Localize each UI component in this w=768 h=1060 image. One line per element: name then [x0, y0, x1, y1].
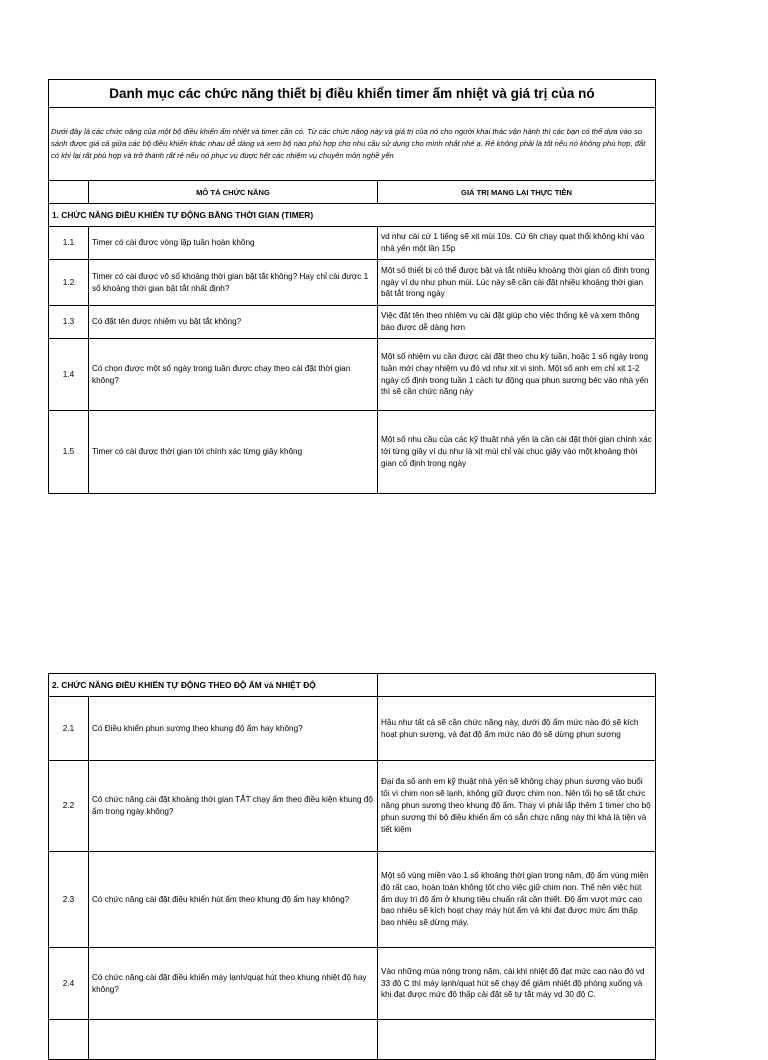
- row-number: 2.1: [49, 697, 89, 761]
- row-description: Có đặt tên được nhiệm vụ bật tắt không?: [89, 306, 378, 339]
- row-value: Vào những mùa nóng trong năm, cài khi nhiệt độ đạt mức cao nào đó vd 33 độ C thì máy lạnh/quạt hút sẽ chạy để giảm nhiệt độ phòng xuống và khi đạt được mức độ thấp cài đặt sẽ tự tắt máy vd 30 độ C.: [378, 948, 656, 1020]
- row-number: 1.3: [49, 306, 89, 339]
- row-description: Timer có cài được thời gian tới chính xác từng giây không: [89, 411, 378, 494]
- row-value: Một số vùng miền vào 1 số khoảng thời gian trong năm, độ ẩm vùng miền đó rất cao, hoàn toàn không tốt cho việc giữ chim non. Thế nên việc hút ẩm duy trì độ ẩm ở khung tiêu chuẩn rất cần thiết. Độ ẩm vượt mức cao bao nhiêu sẽ kích hoạt chạy máy hút ẩm và khi đạt được mức ẩm thấp bao nhiêu sẽ dừng máy.: [378, 852, 656, 948]
- row-value: Một số thiết bị có thể được bật và tắt nhiều khoảng thời gian cố định trong ngày ví dụ như phun mùi. Lúc này sẽ cần cài đặt nhiều khoảng thời gian bật tắt trong ngày: [378, 260, 656, 306]
- header-blank-cell: [49, 181, 89, 204]
- column-header-description: MÔ TẢ CHỨC NĂNG: [89, 181, 378, 204]
- column-header-value: GIÁ TRỊ MANG LẠI THỰC TIỄN: [378, 181, 656, 204]
- row-value: Hầu như tất cả sẽ cần chức năng này, dưới độ ẩm mức nào đó sẽ kích hoạt phun sương, và đạt độ ẩm mức nào đó sẽ dừng phun sương: [378, 697, 656, 761]
- row-number: [49, 1020, 89, 1060]
- table-row: [49, 260, 656, 306]
- row-description: Timer có cài được vòng lặp tuần hoàn không: [89, 227, 378, 260]
- table-row: [49, 306, 656, 339]
- row-number: 2.3: [49, 852, 89, 948]
- table-row: [49, 227, 656, 260]
- row-number: 1.5: [49, 411, 89, 494]
- section-2-heading: 2. CHỨC NĂNG ĐIỀU KHIỂN TỰ ĐỘNG THEO ĐỘ ẨM và NHIỆT ĐỘ: [49, 674, 378, 697]
- function-table-part-2: [48, 673, 656, 1060]
- row-number: 2.2: [49, 761, 89, 852]
- table-row: [49, 948, 656, 1020]
- table-row: [49, 852, 656, 948]
- row-description: Có Điều khiển phun sương theo khung độ ẩm hay không?: [89, 697, 378, 761]
- row-description: Có chọn được một số ngày trong tuần được chạy theo cài đặt thời gian không?: [89, 339, 378, 411]
- row-value: vd như cài cứ 1 tiếng sẽ xịt mùi 10s. Cứ 6h chạy quạt thổi không khí vào nhà yến một lần 15p: [378, 227, 656, 260]
- table-row: [49, 1020, 656, 1060]
- row-description: [89, 1020, 378, 1060]
- row-number: 1.4: [49, 339, 89, 411]
- row-description: Có chức năng cài đặt khoảng thời gian TẮT chạy ẩm theo điều kiện khung độ ẩm trong ngày không?: [89, 761, 378, 852]
- section-2-blank-cell: [378, 674, 656, 697]
- table-row: [49, 761, 656, 852]
- row-value: Một số nhiệm vụ cần được cài đặt theo chu kỳ tuần, hoặc 1 số ngày trong tuần mới chạy nhiệm vụ đó vd như xịt vi sinh. Một số anh em chỉ xịt 1-2 ngày cố định trong tuần 1 cách tự động qua phun sương béc vào nhà yến thì sẽ cần chức năng này: [378, 339, 656, 411]
- table-row: [49, 697, 656, 761]
- row-number: 1.1: [49, 227, 89, 260]
- row-value: Một số nhu cầu của các kỹ thuật nhà yến là cần cài đặt thời gian chính xác tới từng giây ví dụ như là xịt mùi chỉ vài chục giây vào một khoảng thời gian cố định trong ngày: [378, 411, 656, 494]
- table-row: [49, 411, 656, 494]
- doc-intro: Dưới đây là các chức năng của một bộ điều khiển ẩm nhiệt và timer cần có. Từ các chức năng này và giá trị của nó cho người khai thác vận hành thì các bạn có thể dựa vào so sánh được giá cả giữa các bộ điều khiển khác nhau dễ dàng và xem bộ nào phù hợp cho nhu cầu sử dụng cho mình nhất nhé ạ. Rẻ không phải là tốt nếu nó không phù hợp, đắt có khi lại rất phù hợp và trở thành rất rẻ nếu nó phục vụ được hết các nhiệm vụ chuyên môn nghề yến: [49, 108, 656, 181]
- row-description: Có chức năng cài đặt điều khiển máy lạnh/quạt hút theo khung nhiệt độ hay không?: [89, 948, 378, 1020]
- row-description: Timer có cài được vô số khoảng thời gian bật tắt không? Hay chỉ cài được 1 số khoảng thời gian bật tắt nhất định?: [89, 260, 378, 306]
- table-row: [49, 339, 656, 411]
- section-1-heading: 1. CHỨC NĂNG ĐIỀU KHIỂN TỰ ĐỘNG BẰNG THỜI GIAN (TIMER): [49, 204, 656, 227]
- row-value: Việc đặt tên theo nhiệm vụ cài đặt giúp cho việc thống kê và xem thông báo được dễ dàng hơn: [378, 306, 656, 339]
- row-description: Có chức năng cài đặt điều khiển hút ẩm theo khung độ ẩm hay không?: [89, 852, 378, 948]
- row-number: 1.2: [49, 260, 89, 306]
- row-number: 2.4: [49, 948, 89, 1020]
- row-value: Đại đa số anh em kỹ thuật nhà yến sẽ không chạy phun sương vào buổi tối vì chim non sẽ lạnh, không giữ được chim non. Nên tối họ sẽ tắt chức năng phun sương theo khung độ ẩm. Thay vì phải lắp thêm 1 timer cho bộ phun sương thì bộ điều khiển ẩm có sẵn chức năng này thì khá là tiện và tiết kiệm: [378, 761, 656, 852]
- doc-title: Danh mục các chức năng thiết bị điều khiển timer ấm nhiệt và giá trị của nó: [49, 80, 656, 108]
- row-value: [378, 1020, 656, 1060]
- function-table-part-1: [48, 79, 656, 494]
